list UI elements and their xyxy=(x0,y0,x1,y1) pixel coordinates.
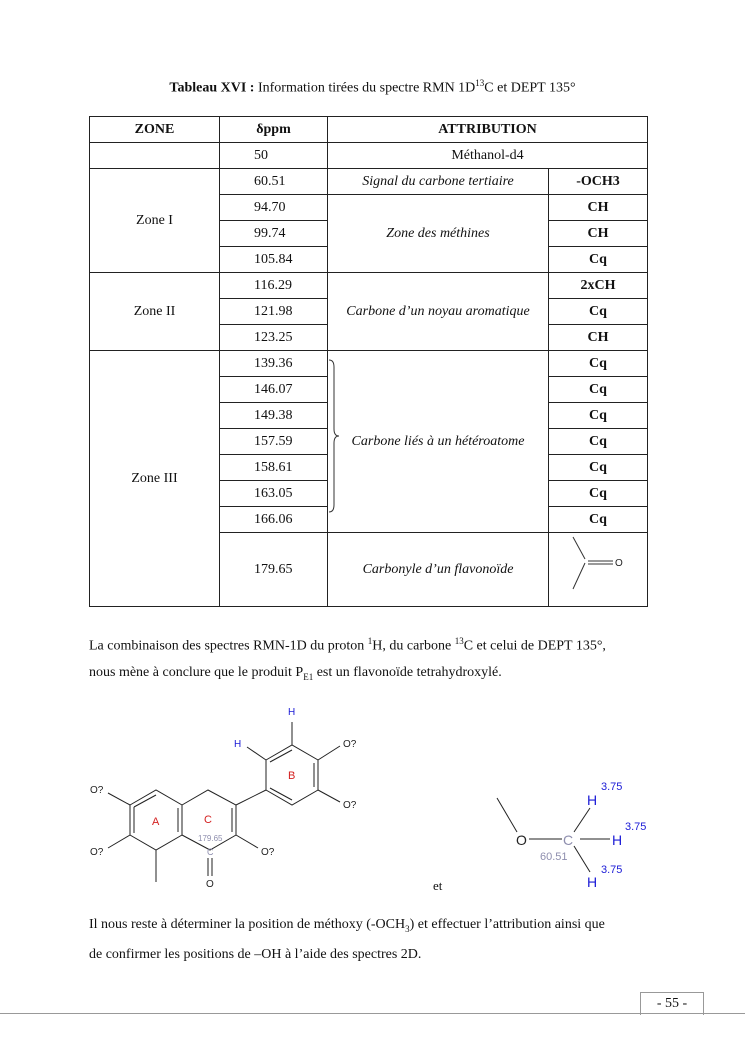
para1-text: nous mène à conclure que le produit P xyxy=(89,664,304,680)
ring-label-b: B xyxy=(288,770,296,782)
attribution-cell: Carbonyle d’un flavonoïde xyxy=(328,533,549,607)
zone-cell: Zone III xyxy=(90,351,220,607)
carbonyl-cell xyxy=(549,533,648,607)
conjunction-text: et xyxy=(433,878,443,893)
attribution-cell xyxy=(328,351,549,533)
page-number: - 55 - xyxy=(640,992,704,1015)
type-cell: -OCH3 xyxy=(549,169,648,195)
ppm-cell: 157.59 xyxy=(220,429,328,455)
caption-text-end: C et DEPT 135° xyxy=(484,80,576,96)
caption-label: Tableau XVI : xyxy=(169,80,255,96)
table-row xyxy=(90,273,648,299)
ppm-cell: 149.38 xyxy=(220,403,328,429)
table-row xyxy=(90,143,648,169)
type-cell: 2xCH xyxy=(549,273,648,299)
type-cell: CH xyxy=(549,195,648,221)
type-cell: Cq xyxy=(549,455,648,481)
ring-label-c: C xyxy=(204,814,212,826)
ppm-cell: 116.29 xyxy=(220,273,328,299)
zone-cell-empty xyxy=(90,143,220,169)
type-cell: Cq xyxy=(549,377,648,403)
ppm-cell: 166.06 xyxy=(220,507,328,533)
para1-text: H, du carbone xyxy=(372,638,455,654)
para1-sup: 13 xyxy=(454,636,464,646)
type-cell: Cq xyxy=(549,351,648,377)
methoxy-h-shift: 3.75 xyxy=(625,821,647,833)
hydroxyl-label: O? xyxy=(343,739,357,750)
caption-sup: 13 xyxy=(475,78,485,88)
ppm-cell: 158.61 xyxy=(220,455,328,481)
hydroxyl-label: O? xyxy=(343,800,357,811)
attribution-cell: Carbone d’un noyau aromatique xyxy=(328,273,549,351)
ppm-cell: 121.98 xyxy=(220,299,328,325)
type-cell: Cq xyxy=(549,481,648,507)
ppm-cell: 163.05 xyxy=(220,481,328,507)
attribution-cell: Zone des méthines xyxy=(328,195,549,273)
hydroxyl-label: O? xyxy=(261,847,275,858)
carbon-shift-label: 179.65 xyxy=(198,834,223,843)
ppm-cell: 123.25 xyxy=(220,325,328,351)
methoxy-hydrogen-label: H xyxy=(612,832,623,848)
table-row xyxy=(90,351,648,377)
type-cell: CH xyxy=(549,325,648,351)
attribution-cell: Méthanol-d4 xyxy=(328,143,648,169)
type-cell: Cq xyxy=(549,299,648,325)
type-cell: CH xyxy=(549,221,648,247)
carbonyl-group-icon xyxy=(549,533,647,601)
para2-text: ) et effectuer l’attribution ainsi que xyxy=(409,917,605,932)
para1-text: C et celui de DEPT 135°, xyxy=(463,638,606,654)
ppm-cell: 94.70 xyxy=(220,195,328,221)
zone-cell: Zone I xyxy=(90,169,220,273)
para1-text: est un flavonoïde tetrahydroxylé. xyxy=(313,664,502,680)
brace-icon xyxy=(328,359,340,513)
header-attribution: ATTRIBUTION xyxy=(328,117,648,143)
hydroxyl-label: O? xyxy=(90,785,104,796)
ppm-cell: 99.74 xyxy=(220,221,328,247)
type-cell: Cq xyxy=(549,403,648,429)
carbonyl-oxygen-label: O xyxy=(615,558,623,569)
attribution-cell: Signal du carbone tertiaire xyxy=(328,169,549,195)
attribution-text: Carbone liés à un hétéroatome xyxy=(351,433,525,449)
type-cell: Cq xyxy=(549,507,648,533)
type-cell: Cq xyxy=(549,247,648,273)
para2-sub: 3 xyxy=(405,923,410,934)
table-row xyxy=(90,169,648,195)
ring-label-a: A xyxy=(152,816,160,828)
caption-text: Information tirées du spectre RMN 1D xyxy=(257,80,476,96)
footer-divider xyxy=(0,1013,745,1014)
methoxy-structure xyxy=(490,775,670,895)
hydroxyl-label: O? xyxy=(90,847,104,858)
header-zone: ZONE xyxy=(90,117,220,143)
methoxy-hydrogen-label: H xyxy=(587,792,598,808)
oxygen-label: O xyxy=(206,879,214,890)
para1-sub: E1 xyxy=(303,671,314,682)
methoxy-h-shift: 3.75 xyxy=(601,864,623,876)
ppm-cell: 139.36 xyxy=(220,351,328,377)
methoxy-carbon-shift: 60.51 xyxy=(540,851,568,863)
methoxy-hydrogen-label: H xyxy=(587,874,598,890)
para1-sup: 1 xyxy=(367,636,373,646)
paragraph-conclusion xyxy=(89,628,659,689)
type-cell: Cq xyxy=(549,429,648,455)
methoxy-oxygen-label: O xyxy=(516,832,527,848)
ppm-cell: 105.84 xyxy=(220,247,328,273)
header-ppm: δppm xyxy=(220,117,328,143)
paragraph-next-steps xyxy=(89,912,659,968)
ppm-cell: 60.51 xyxy=(220,169,328,195)
zone-cell: Zone II xyxy=(90,273,220,351)
table-caption xyxy=(0,78,745,97)
methoxy-carbon-label: C xyxy=(563,832,574,848)
ppm-cell: 146.07 xyxy=(220,377,328,403)
flavonoid-structure xyxy=(80,700,460,900)
ppm-cell: 50 xyxy=(220,143,328,169)
hydrogen-label: H xyxy=(288,707,296,718)
para2-text: de confirmer les positions de –OH à l’aide des spectres 2D. xyxy=(89,946,422,962)
para1-text: La combinaison des spectres RMN-1D du proton xyxy=(89,638,368,654)
table-header-row xyxy=(90,117,648,143)
para2-text: Il nous reste à déterminer la position de méthoxy (-OCH xyxy=(89,917,406,932)
nmr-table xyxy=(89,116,648,607)
hydrogen-label: H xyxy=(234,739,242,750)
methoxy-h-shift: 3.75 xyxy=(601,781,623,793)
carbon-label: C xyxy=(207,847,214,857)
ppm-cell: 179.65 xyxy=(220,533,328,607)
